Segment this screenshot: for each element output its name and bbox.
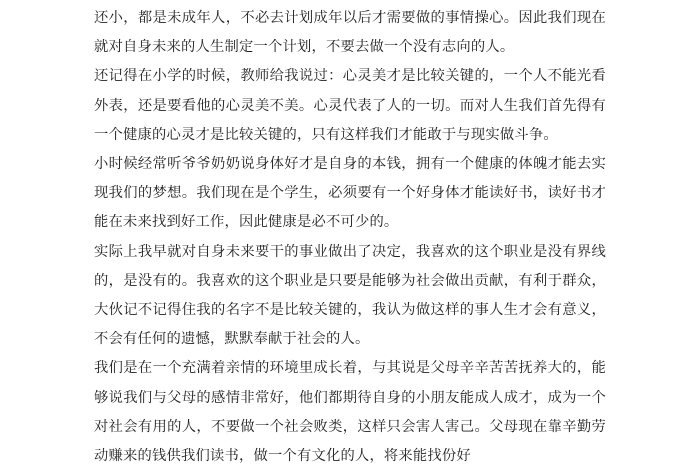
paragraph: 小时候经常听爷爷奶奶说身体好才是自身的本钱，拥有一个健康的体魄才能去实现我们的梦想。我们现在是个学生，必须要有一个好身体才能读好书，读好书才能在未来找到好工作，因此健康是必不可少的。 bbox=[94, 156, 606, 231]
paragraph: 实际上我早就对自身未来要干的事业做出了决定，我喜欢的这个职业是没有界线的，是没有的。我喜欢的这个职业是只要是能够为社会做出贡献，有利于群众，大伙记不记得住我的名字不是比较关键的，我认为做这样的事人生才会有意义，不会有任何的遗憾，默默奉献于社会的人。 bbox=[94, 243, 606, 348]
document-body bbox=[94, 4, 606, 471]
paragraph: 还记得在小学的时候，教师给我说过：心灵美才是比较关键的，一个人不能光看外表，还是要看他的心灵美不美。心灵代表了人的一切。而对人生我们首先得有一个健康的心灵才是比较关键的，只有这样我们才能敢于与现实做斗争。 bbox=[94, 68, 606, 143]
paragraph: 还小，都是未成年人，不必去计划成年以后才需要做的事情操心。因此我们现在就对自身未来的人生制定一个计划，不要去做一个没有志向的人。 bbox=[94, 10, 606, 56]
paragraph: 我们是在一个充满着亲情的环境里成长着，与其说是父母辛辛苦苦抚养大的，能够说我们与父母的感情非常好，他们都期待自身的小朋友能成人成才，成为一个对社会有用的人，不要做一个社会败类，这样只会害人害己。父母现在靠辛勤劳动赚来的钱供我们读书，做一个有文化的人，将来能找份好 bbox=[94, 360, 606, 465]
